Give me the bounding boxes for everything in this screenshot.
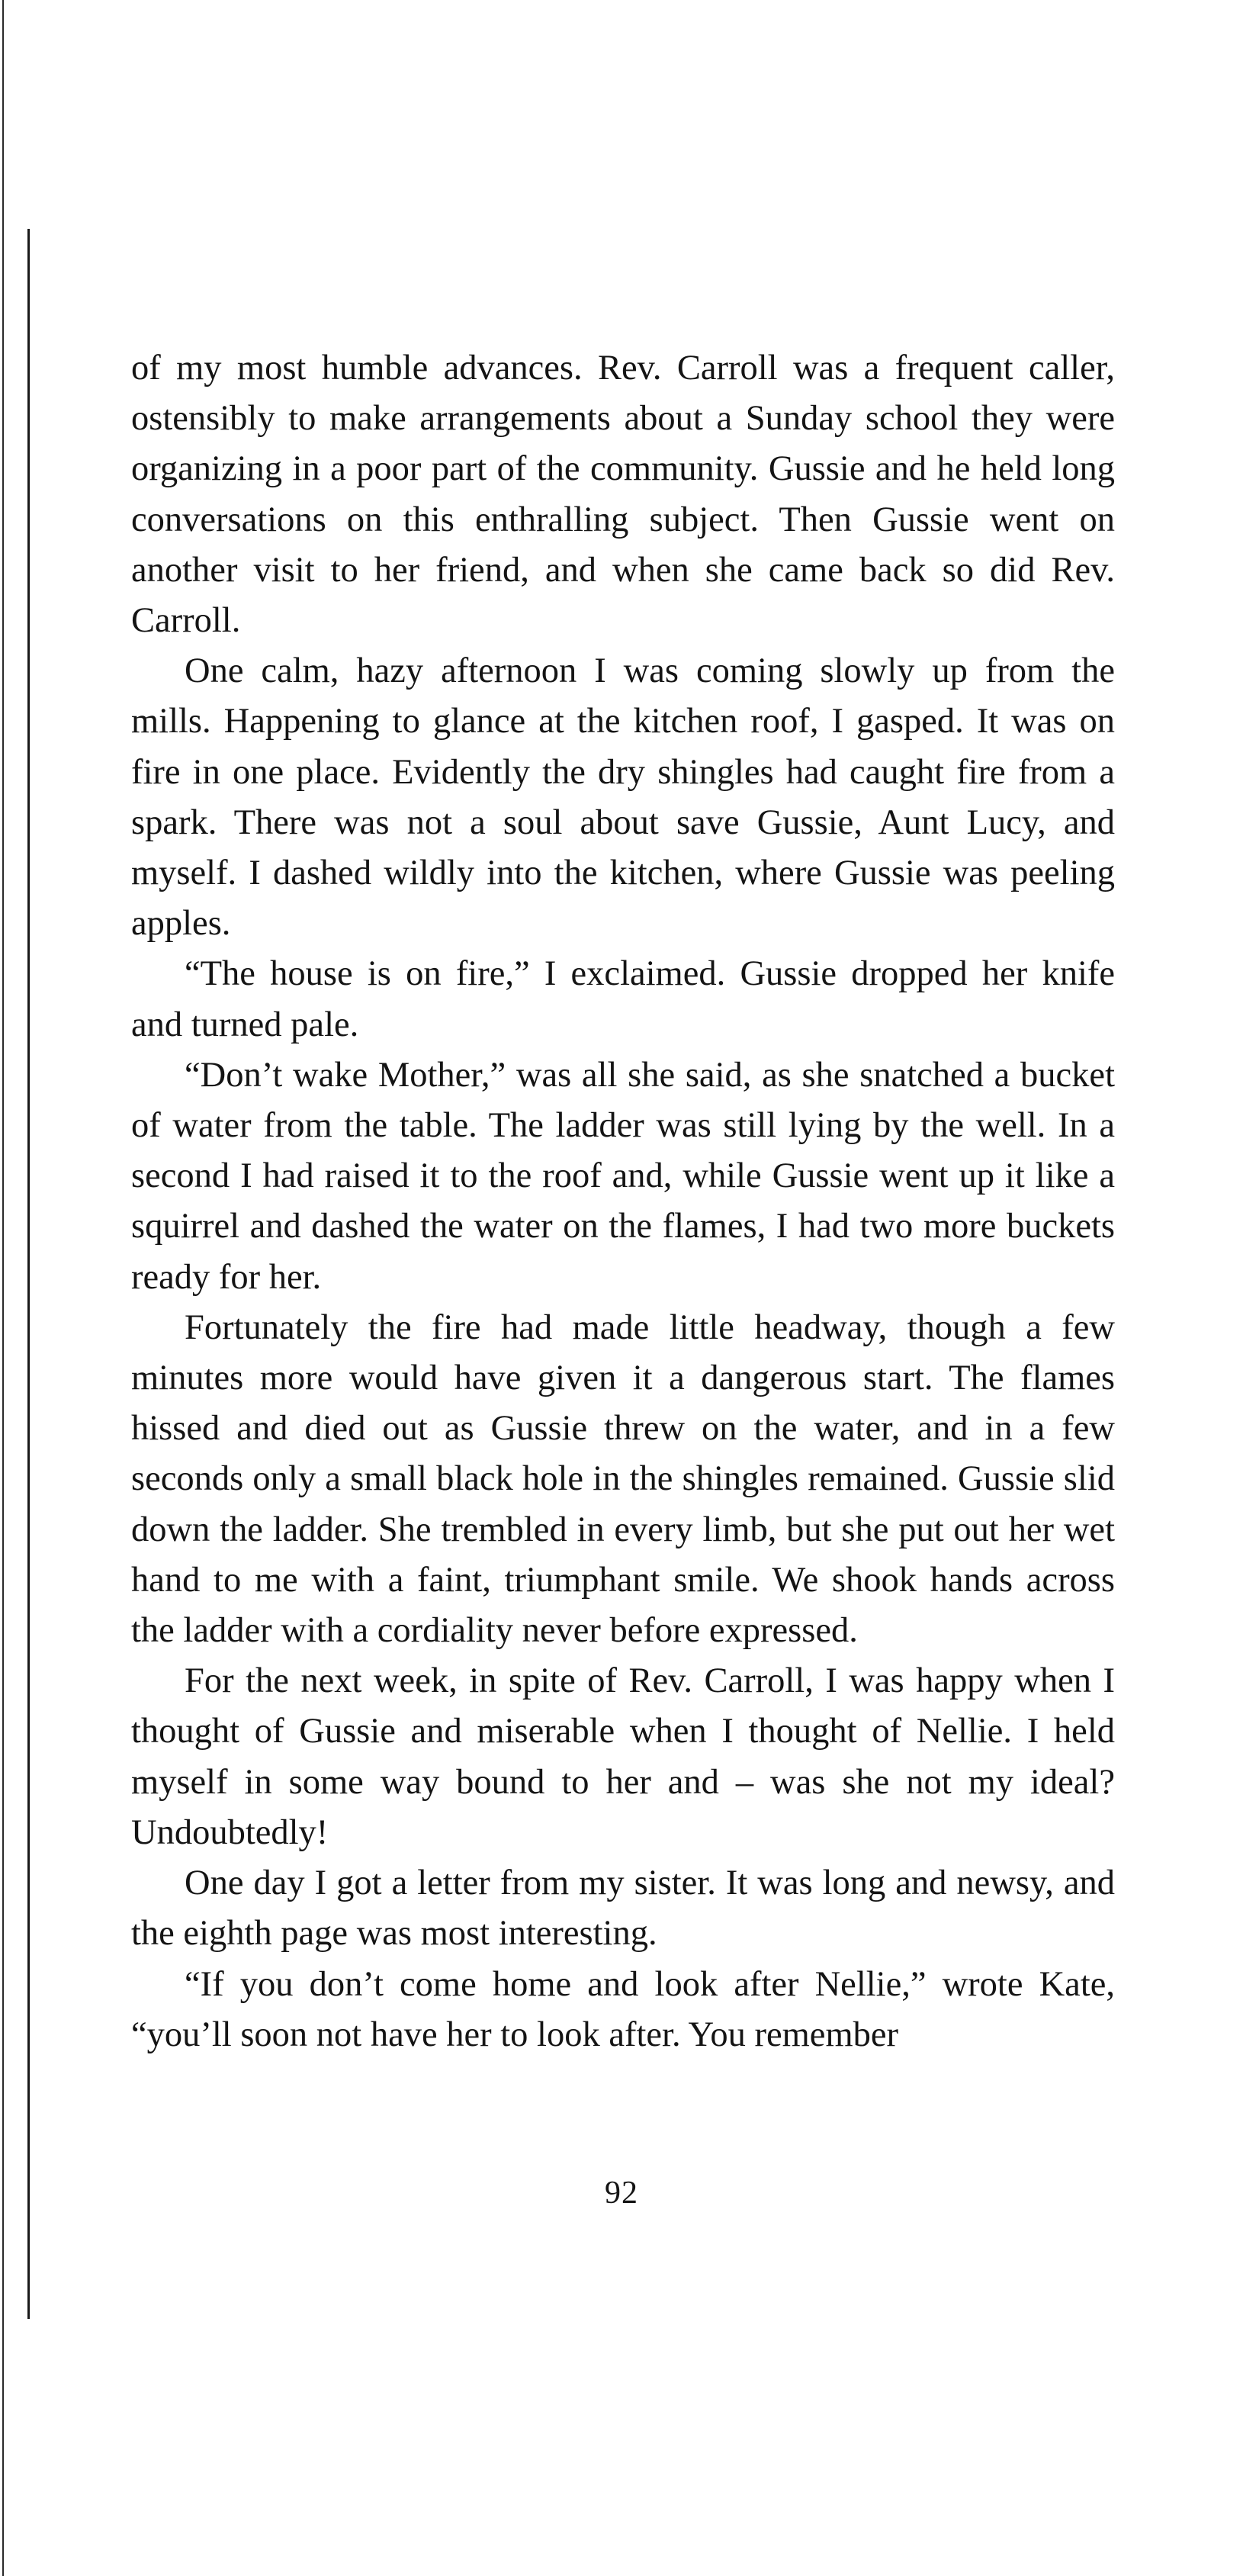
paragraph-5: Fortunately the fire had made little headway, though a few minutes more would have given it a dangerous start. The flames hissed and died out as Gussie threw on the water, and in a few seconds only a small black hole in the shingles remained. Gussie slid down the ladder. She trembled in every limb, but she put out her wet hand to me with a faint, triumphant smile. We shook hands across the ladder with a cordiality never before expressed. bbox=[131, 1307, 1115, 1651]
paragraph-2: One calm, hazy afternoon I was coming slowly up from the mills. Happening to glance at the kitchen roof, I gasped. It was on fire in one place. Evidently the dry shingles had caught fire from a spark. There was not a soul about save Gussie, Aunt Lucy, and myself. I dashed wildly into the kitchen, where Gussie was peeling apples. bbox=[131, 651, 1115, 944]
paragraph-8: “If you don’t come home and look after Nellie,” wrote Kate, “you’ll soon not have her to look after. You remember bbox=[131, 1964, 1115, 2054]
body-text bbox=[131, 343, 1115, 2060]
paragraph-3: “The house is on fire,” I exclaimed. Gussie dropped her knife and turned pale. bbox=[131, 954, 1115, 1044]
paragraph-6: For the next week, in spite of Rev. Carroll, I was happy when I thought of Gussie and miserable when I thought of Nellie. I held myself in some way bound to her and – was she not my ideal? Undoubtedly! bbox=[131, 1661, 1115, 1852]
paragraph-7: One day I got a letter from my sister. It was long and newsy, and the eighth page was most interesting. bbox=[131, 1864, 1115, 1954]
paragraph-4: “Don’t wake Mother,” was all she said, as she snatched a bucket of water from the table. The ladder was still lying by the well. In a second I had raised it to the roof and, while Gussie went up it like a squirrel and dashed the water on the flames, I had two more buckets ready for her. bbox=[131, 1055, 1115, 1297]
page-number: 92 bbox=[605, 2176, 638, 2211]
paragraph-1: of my most humble advances. Rev. Carroll was a frequent caller, ostensibly to make arrangements about a Sunday school they were organizing in a poor part of the community. Gussie and he held long conversations on this enthralling subject. Then Gussie went on another visit to her friend, and when she came back so did Rev. Carroll. bbox=[131, 349, 1115, 641]
binding-gutter-line bbox=[27, 229, 30, 2319]
